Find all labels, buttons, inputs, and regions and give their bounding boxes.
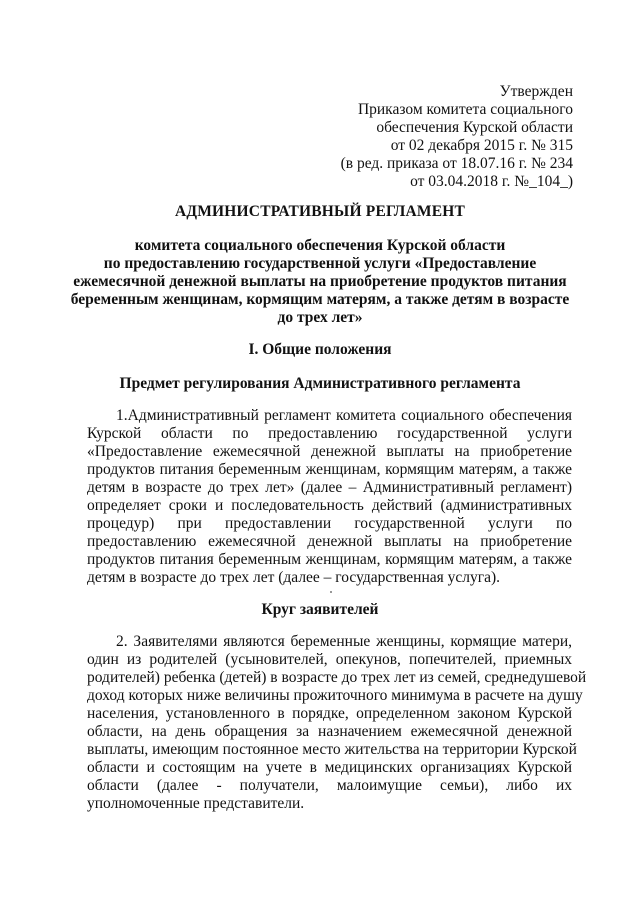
paragraph-line: один из родителей (усыновителей, опекунов, попечителей, приемных xyxy=(87,651,572,668)
paragraph-line: родителей) ребенка (детей) в возрасте до трех лет из семей, среднедушевой xyxy=(87,669,587,686)
paragraph-line: процедур) при предоставлении государственной услуги по xyxy=(87,515,572,532)
paragraph-line: 1.Административный регламент комитета социального обеспечения xyxy=(116,407,572,424)
subtitle-line: комитета социального обеспечения Курской области xyxy=(134,237,506,254)
paragraph-line: 2. Заявителями являются беременные женщины, кормящие матери, xyxy=(116,633,572,650)
paragraph-line: продуктов питания беременным женщинам, кормящим матерям, а также xyxy=(87,461,572,478)
paragraph-line: населения, установленного в порядке, определенном законом Курской xyxy=(87,705,572,722)
subtitle-line: по предоставлению государственной услуги «Предоставление xyxy=(103,255,537,272)
paragraph-line: области и состоящим на учете в медицинских организациях Курской xyxy=(87,759,572,776)
paragraph-line: уполномоченные представители. xyxy=(87,795,305,812)
subheading-applicants: Круг заявителей xyxy=(261,601,379,618)
paragraph-line: продуктов питания беременным женщинам, кормящим матерям, а также xyxy=(87,551,572,568)
paragraph-line: области, на день обращения за назначением ежемесячной денежной xyxy=(87,723,572,740)
paragraph-line: доход которых ниже величины прожиточного минимума в расчете на душу xyxy=(87,687,583,704)
approval-line: Приказом комитета социального xyxy=(357,101,573,118)
paragraph-line: предоставлению ежемесячной денежной выплаты на приобретение xyxy=(87,533,572,550)
paragraph-line: выплаты, имеющим постоянное место жительства на территории Курской xyxy=(87,741,577,758)
subtitle-line: до трех лет» xyxy=(277,309,363,326)
approval-line: от 02 декабря 2015 г. № 315 xyxy=(390,137,573,154)
paragraph-line: определяет сроки и последовательность действий (административных xyxy=(87,497,572,514)
approval-line: от 03.04.2018 г. №_104_) xyxy=(410,173,573,190)
paragraph-line: детям в возрасте до трех лет» (далее – Административный регламент) xyxy=(87,479,572,496)
paragraph-line: «Предоставление ежемесячной денежной выплаты на приобретение xyxy=(87,443,572,460)
approval-line: (в ред. приказа от 18.07.16 г. № 234 xyxy=(340,155,573,172)
subtitle-line: ежемесячной денежной выплаты на приобретение продуктов питания xyxy=(73,273,567,290)
paragraph-line: Курской области по предоставлению государственной услуги xyxy=(87,425,572,442)
approval-line: обеспечения Курской области xyxy=(376,119,573,136)
subtitle-line: беременным женщинам, кормящим матерям, а также детям в возрасте xyxy=(70,291,570,308)
paragraph-line: детям в возрасте до трех лет (далее – государственная услуга). xyxy=(87,569,501,586)
approval-line: Утвержден xyxy=(499,83,573,100)
document-title: АДМИНИСТРАТИВНЫЙ РЕГЛАМЕНТ xyxy=(174,203,466,220)
scan-speck xyxy=(330,591,332,593)
paragraph-line: области (далее - получатели, малоимущие семьи), либо их xyxy=(87,777,572,794)
subheading-subject: Предмет регулирования Административного регламента xyxy=(119,375,521,392)
section-heading: I. Общие положения xyxy=(248,341,392,358)
